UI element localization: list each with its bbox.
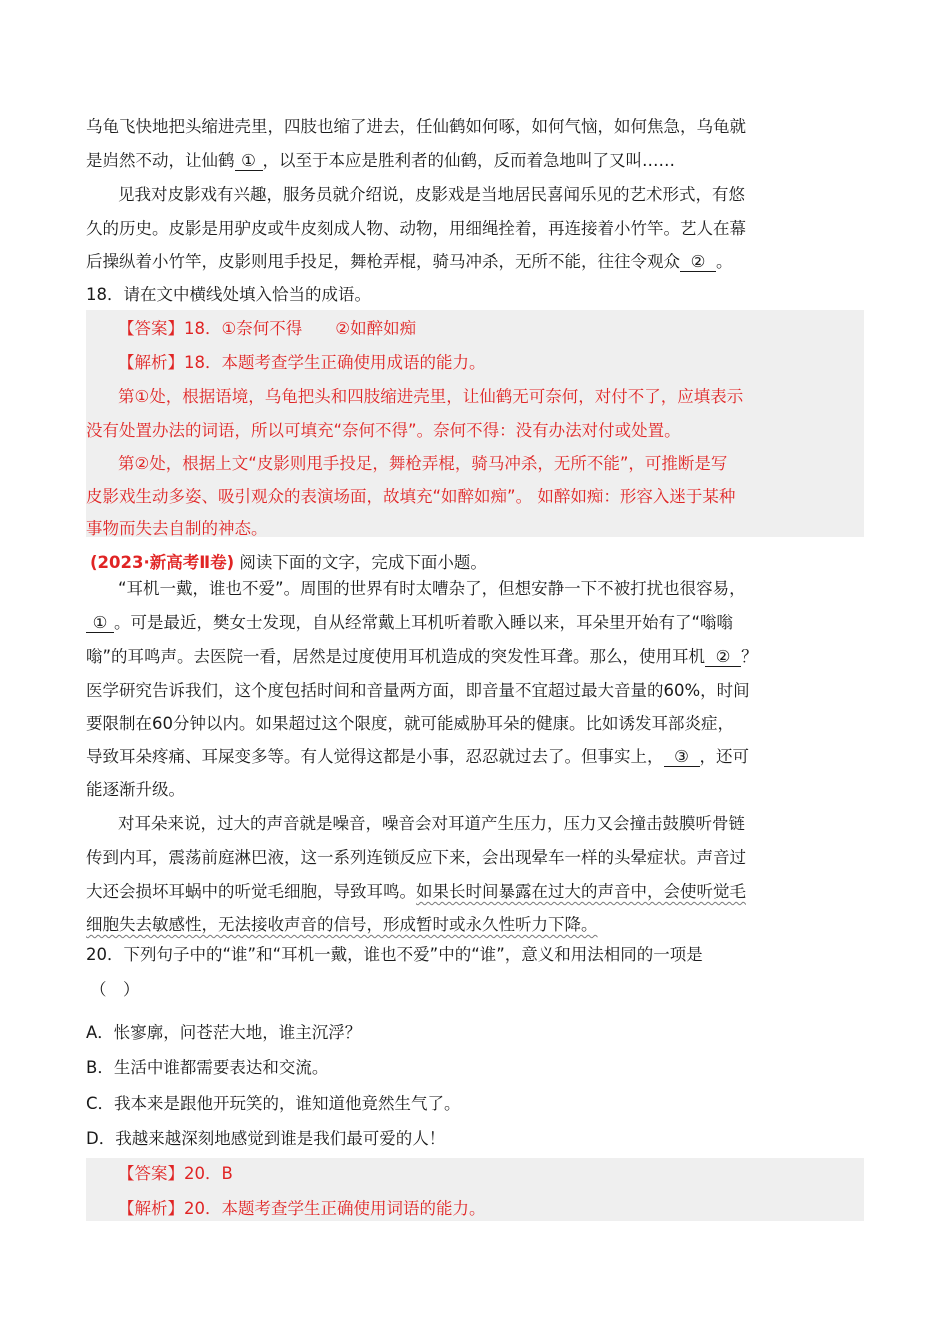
answer-paren: （ ） [90, 980, 140, 999]
option-b: B．生活中谁都需要表达和交流。 [86, 1058, 329, 1077]
question-20: 20．下列句子中的“谁”和“耳机一戴，谁也不爱”中的“谁”，意义和用法相同的一项是 [86, 945, 703, 964]
text-span: 导致耳朵疼痛、耳屎变多等。有人觉得这都是小事，忍忍就过去了。但事实上， [86, 747, 664, 766]
question-18: 18．请在文中横线处填入恰当的成语。 [86, 285, 371, 304]
text-line [86, 746, 749, 768]
analysis-tag: 【解析】 [118, 1199, 184, 1218]
answer-text: 20．B [184, 1164, 233, 1183]
analysis-para: 第①处，根据语境，乌龟把头和四肢缩进壳里，让仙鹤无可奈何，对付不了，应填表示 [118, 387, 744, 406]
analysis-tag: 【解析】 [118, 353, 184, 372]
text-span: ，还可 [699, 747, 749, 766]
analysis-text: 18．本题考查学生正确使用成语的能力。 [184, 353, 486, 372]
text-span: 后操纵着小竹竿，皮影则甩手投足，舞枪弄棍，骑马冲杀，无所不能，往往令观众 [86, 252, 680, 271]
analysis-text: 20．本题考查学生正确使用词语的能力。 [184, 1199, 486, 1218]
text-line: “耳机一戴，谁也不爱”。周围的世界有时太嘈杂了，但想安静一下不被打扰也很容易， [118, 579, 746, 598]
text-line: 乌龟飞快地把头缩进壳里，四肢也缩了进去，任仙鹤如何啄，如何气恼，如何焦急，乌龟就 [86, 117, 746, 136]
text-span: ？ [741, 647, 758, 666]
source-label: (2023·新高考Ⅱ卷) [90, 553, 235, 572]
text-span: 大还会损坏耳蜗中的听觉毛细胞，导致耳鸣。 [86, 882, 416, 901]
answer-line [118, 318, 416, 340]
text-line [86, 881, 746, 903]
option-a: A．怅寥廓，问苍茫大地，谁主沉浮？ [86, 1023, 362, 1042]
fill-blank: ① [86, 614, 114, 633]
fill-blank: ② [705, 648, 741, 667]
analysis-line [118, 352, 486, 374]
passage-2-heading [90, 552, 487, 574]
text-line [86, 251, 733, 273]
text-span: 嗡”的耳鸣声。去医院一看，居然是过度使用耳机造成的突发性耳聋。那么，使用耳机 [86, 647, 706, 666]
text-line: 见我对皮影戏有兴趣，服务员就介绍说，皮影戏是当地居民喜闻乐见的艺术形式，有悠 [118, 185, 745, 204]
text-span: 。 [716, 252, 733, 271]
analysis-para: 皮影戏生动多姿、吸引观众的表演场面，故填充“如醉如痴”。 如醉如痴：形容入迷于某种 [86, 487, 736, 506]
answer-tag: 【答案】 [118, 1164, 184, 1183]
option-c: C．我本来是跟他开玩笑的，谁知道他竟然生气了。 [86, 1094, 461, 1113]
text-line: 要限制在60分钟以内。如果超过这个限度，就可能威胁耳朵的健康。比如诱发耳部炎症， [86, 714, 734, 733]
text-line: 医学研究告诉我们，这个度包括时间和音量两方面，即音量不宜超过最大音量的60%，时间 [86, 681, 750, 700]
text-line [86, 646, 758, 668]
text-line [86, 612, 733, 634]
text-span: ，以至于本应是胜利者的仙鹤，反而着急地叫了又叫…… [262, 151, 675, 170]
text-line: 能逐渐升级。 [86, 780, 185, 799]
text-line [86, 150, 675, 172]
analysis-para: 事物而失去自制的神态。 [86, 519, 268, 538]
analysis-para: 没有处置办法的词语，所以可填充“奈何不得”。奈何不得：没有办法对付或处置。 [86, 421, 681, 440]
text-span: 是岿然不动，让仙鹤 [86, 151, 235, 170]
answer-tag: 【答案】 [118, 319, 184, 338]
text-line: 对耳朵来说，过大的声音就是噪音，噪音会对耳道产生压力，压力又会撞击鼓膜听骨链 [118, 814, 745, 833]
text-line: 传到内耳，震荡前庭淋巴液，这一系列连锁反应下来，会出现晕车一样的头晕症状。声音过 [86, 848, 746, 867]
option-d: D．我越来越深刻地感觉到谁是我们最可爱的人！ [86, 1129, 446, 1148]
analysis-para: 第②处，根据上文“皮影则甩手投足，舞枪弄棍，骑马冲杀，无所不能”，可推断是写 [118, 454, 728, 473]
answer-text: 18．①奈何不得 ②如醉如痴 [184, 319, 417, 338]
fill-blank: ② [680, 253, 716, 272]
text-span: 。可是最近，樊女士发现，自从经常戴上耳机听着歌入睡以来，耳朵里开始有了“嗡嗡 [114, 613, 734, 632]
instruction-text: 阅读下面的文字，完成下面小题。 [239, 553, 487, 572]
fill-blank: ① [235, 152, 263, 171]
fill-blank: ③ [664, 748, 700, 767]
answer-line [118, 1163, 233, 1185]
text-line: 久的历史。皮影是用驴皮或牛皮刻成人物、动物，用细绳拴着，再连接着小竹竿。艺人在幕 [86, 219, 746, 238]
wavy-underlined-text: 如果长时间暴露在过大的声音中，会使听觉毛 [416, 882, 746, 901]
analysis-line [118, 1198, 486, 1220]
wavy-underlined-text: 细胞失去敏感性，无法接收声音的信号，形成暂时或永久性听力下降。 [86, 915, 598, 934]
